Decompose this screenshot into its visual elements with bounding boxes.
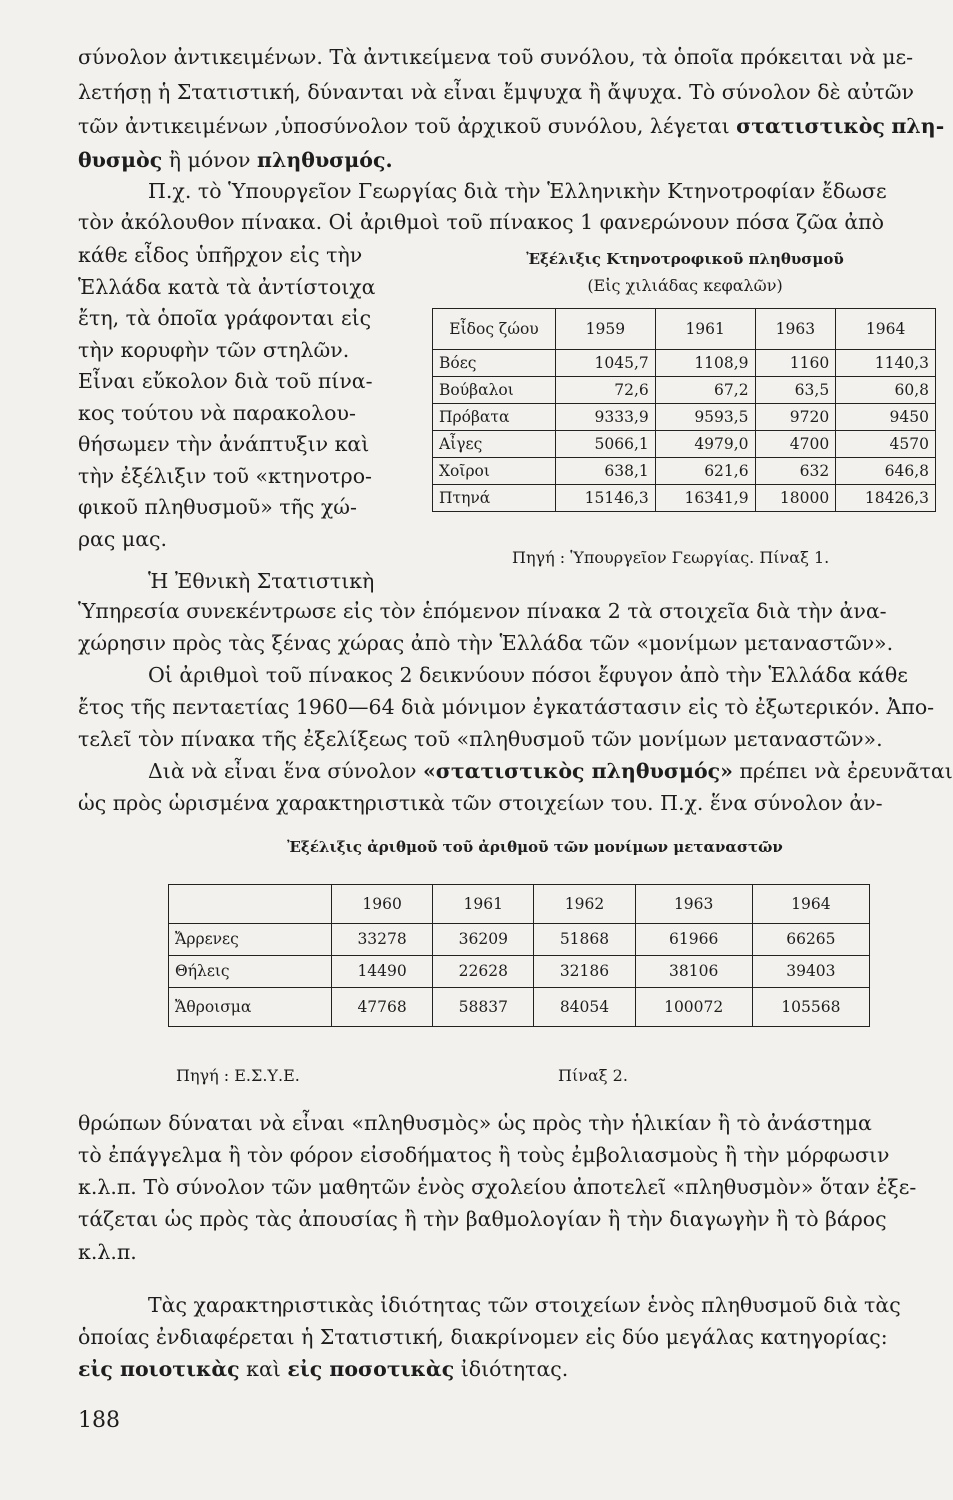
text-span: πρέπει νὰ ἐρευνᾶται	[739, 759, 953, 783]
table-cell: 4570	[836, 431, 936, 458]
text-line: κος τούτου νὰ παρακολου-	[78, 400, 356, 425]
table-header-cell: 1964	[836, 309, 936, 350]
bold-term: εἰς ποσοτικὰς	[287, 1357, 455, 1381]
table-cell: 16341,9	[655, 485, 755, 512]
text-line: λετήσῃ ἡ Στατιστική, δύνανται νὰ εἶναι ἔμψυχα ἢ ἄψυχα. Τὸ σύνολον δὲ αὐτῶν	[78, 80, 914, 104]
row-label: Πτηνά	[433, 485, 556, 512]
table-cell: 84054	[534, 988, 635, 1027]
table-cell: 58837	[433, 988, 534, 1027]
emigrants-table	[168, 884, 870, 1027]
table-cell: 105568	[752, 988, 869, 1027]
text-line: κάθε εἶδος ὑπῆρχον εἰς τὴν	[78, 243, 363, 267]
table-cell: 1045,7	[556, 350, 656, 377]
text-line: κ.λ.π. Τὸ σύνολον τῶν μαθητῶν ἑνὸς σχολείου ἀποτελεῖ «πληθυσμὸν» ὅταν ἐξε-	[78, 1175, 917, 1199]
table1-subcaption: (Εἰς χιλιάδας κεφαλῶν)	[587, 276, 783, 295]
table-header-cell: 1964	[752, 885, 869, 924]
text-line	[78, 1354, 928, 1384]
table-cell: 36209	[433, 924, 534, 956]
table-row	[433, 458, 936, 485]
row-label: Βούβαλοι	[433, 377, 556, 404]
text-line: χώρησιν πρὸς τὰς ξένας χώρας ἀπὸ τὴν Ἑλλάδα τῶν «μονίμων μεταναστῶν».	[78, 631, 894, 655]
table-cell: 66265	[752, 924, 869, 956]
table-header-cell: 1963	[635, 885, 752, 924]
wrapped-text-column	[78, 240, 408, 555]
table2-caption: Ἐξέλιξις ἀριθμοῦ τοῦ ἀριθμοῦ τῶν μονίμων μεταναστῶν	[287, 838, 783, 856]
text-line: Τὰς χαρακτηριστικὰς ἰδιότητας τῶν στοιχείων ἑνὸς πληθυσμοῦ διὰ τὰς	[148, 1293, 901, 1317]
table-header-cell: 1961	[433, 885, 534, 924]
bold-term: πλη-	[891, 114, 945, 138]
text-line: Ἡ Ἐθνικὴ Στατιστικὴ	[148, 569, 375, 593]
bold-term: πληθυσμός.	[256, 148, 393, 172]
table-cell: 1108,9	[655, 350, 755, 377]
text-line: ἔτος τῆς πενταετίας 1960—64 διὰ μόνιμον ἐγκατάστασιν εἰς τὸ ἐξωτερικόν. Ἀπο-	[78, 695, 935, 719]
table-cell: 67,2	[655, 377, 755, 404]
table-cell: 1140,3	[836, 350, 936, 377]
table-cell: 638,1	[556, 458, 656, 485]
table-total-row	[169, 988, 870, 1027]
text-line: Π.χ. τὸ Ὑπουργεῖον Γεωργίας διὰ τὴν Ἑλληνικὴν Κτηνοτροφίαν ἔδωσε	[148, 179, 887, 203]
table-cell: 9333,9	[556, 404, 656, 431]
text-line: Οἱ ἀριθμοὶ τοῦ πίνακος 2 δεικνύουν πόσοι ἔφυγον ἀπὸ τὴν Ἑλλάδα κάθε	[148, 663, 908, 687]
table-header-cell: 1960	[332, 885, 433, 924]
table-cell: 1160	[755, 350, 836, 377]
text-line: θρώπων δύναται νὰ εἶναι «πληθυσμὸς» ὡς πρὸς τὴν ἡλικίαν ἢ τὸ ἀνάστημα	[78, 1111, 872, 1135]
text-span: Διὰ νὰ εἶναι ἕνα σύνολον	[148, 759, 417, 783]
table-header-cell: 1959	[556, 309, 656, 350]
table-cell: 60,8	[836, 377, 936, 404]
table-cell: 9720	[755, 404, 836, 431]
table-row	[169, 924, 870, 956]
text-line: κ.λ.π.	[78, 1240, 137, 1264]
text-span: ἰδιότητας.	[460, 1357, 569, 1381]
text-line	[148, 756, 953, 786]
table-header-cell	[169, 885, 332, 924]
text-line: σύνολον ἀντικειμένων. Τὰ ἀντικείμενα τοῦ συνόλου, τὰ ὁποῖα πρόκειται νὰ με-	[78, 45, 914, 69]
page-number: 188	[78, 1408, 120, 1433]
table-header-row	[433, 309, 936, 350]
table-cell: 38106	[635, 956, 752, 988]
text-line: τὸ ἐπάγγελμα ἢ τὸν φόρον εἰσοδήματος ἢ τοὺς ἐμβολιασμοὺς ἢ τὴν μόρφωσιν	[78, 1143, 890, 1167]
table-cell: 646,8	[836, 458, 936, 485]
text-line: ἔτη, τὰ ὁποῖα γράφονται εἰς	[78, 306, 372, 330]
bold-term: θυσμὸς	[78, 148, 163, 172]
text-line: τάζεται ὡς πρὸς τὰς ἀπουσίας ἢ τὴν βαθμολογίαν ἢ τὴν διαγωγὴν ἢ τὸ βάρος	[78, 1207, 887, 1231]
table-cell: 63,5	[755, 377, 836, 404]
table2-source: Πηγή : Ε.Σ.Υ.Ε.	[176, 1066, 300, 1085]
row-label: Πρόβατα	[433, 404, 556, 431]
table-cell: 9593,5	[655, 404, 755, 431]
table-cell: 32186	[534, 956, 635, 988]
text-line: Ὑπηρεσία συνεκέντρωσε εἰς τὸν ἑπόμενον πίνακα 2 τὰ στοιχεῖα διὰ τὴν ἀνα-	[78, 599, 887, 623]
table1-source: Πηγή : Ὑπουργεῖον Γεωργίας. Πίναξ 1.	[512, 548, 830, 567]
table-header-cell: 1962	[534, 885, 635, 924]
text-span: τῶν ἀντικειμένων ,ὑποσύνολον τοῦ ἀρχικοῦ συνόλου, λέγεται	[78, 114, 730, 138]
table-row	[433, 431, 936, 458]
table-cell: 14490	[332, 956, 433, 988]
table-cell: 18000	[755, 485, 836, 512]
text-line	[78, 145, 928, 175]
table2-number: Πίναξ 2.	[558, 1066, 628, 1085]
text-line: Ἑλλάδα κατὰ τὰ ἀντίστοιχα	[78, 274, 376, 299]
table-cell: 51868	[534, 924, 635, 956]
row-label: Θήλεις	[169, 956, 332, 988]
row-label: Χοῖροι	[433, 458, 556, 485]
table-cell: 4700	[755, 431, 836, 458]
text-line: θήσωμεν τὴν ἀνάπτυξιν καὶ	[78, 432, 370, 456]
table-row	[169, 956, 870, 988]
bold-term: «στατιστικὸς πληθυσμός»	[422, 759, 733, 783]
table-cell: 9450	[836, 404, 936, 431]
table-header-row	[169, 885, 870, 924]
table-cell: 5066,1	[556, 431, 656, 458]
bold-term: εἰς ποιοτικὰς	[78, 1357, 240, 1381]
livestock-table	[432, 308, 936, 512]
table-cell: 4979,0	[655, 431, 755, 458]
table-row	[433, 350, 936, 377]
row-label: Αἶγες	[433, 431, 556, 458]
table-row	[433, 404, 936, 431]
text-line: ὁποίας ἐνδιαφέρεται ἡ Στατιστική, διακρίνομεν εἰς δύο μεγάλας κατηγορίας:	[78, 1325, 888, 1349]
table1-caption: Ἐξέλιξις Κτηνοτροφικοῦ πληθυσμοῦ	[526, 250, 844, 268]
table-cell: 632	[755, 458, 836, 485]
text-span: ἢ μόνον	[168, 148, 251, 172]
table-header-cell: 1963	[755, 309, 836, 350]
table-cell: 621,6	[655, 458, 755, 485]
row-label: Ἄρρενες	[169, 924, 332, 956]
text-line: τὴν κορυφὴν τῶν στηλῶν.	[78, 337, 350, 362]
table-row	[433, 485, 936, 512]
text-span: καὶ	[246, 1357, 281, 1381]
row-label: Βόες	[433, 350, 556, 377]
table-cell: 39403	[752, 956, 869, 988]
table-header-cell: 1961	[655, 309, 755, 350]
table-header-cell: Εἶδος ζώου	[433, 309, 556, 350]
table-cell: 15146,3	[556, 485, 656, 512]
table-row	[433, 377, 936, 404]
table-cell: 72,6	[556, 377, 656, 404]
table-cell: 33278	[332, 924, 433, 956]
table-cell: 22628	[433, 956, 534, 988]
text-line: τὴν ἐξέλιξιν τοῦ «κτηνοτρο-	[78, 463, 372, 488]
text-line	[78, 111, 945, 141]
table-cell: 47768	[332, 988, 433, 1027]
text-line: ρας μας.	[78, 526, 168, 551]
text-line: τὸν ἀκόλουθον πίνακα. Οἱ ἀριθμοὶ τοῦ πίνακος 1 φανερώνουν πόσα ζῶα ἀπὸ	[78, 210, 884, 234]
text-line: Εἶναι εὔκολον διὰ τοῦ πίνα-	[78, 369, 373, 393]
text-line: τελεῖ τὸν πίνακα τῆς ἐξελίξεως τοῦ «πληθυσμοῦ τῶν μονίμων μεταναστῶν».	[78, 727, 883, 751]
text-line: φικοῦ πληθυσμοῦ» τῆς χώ-	[78, 495, 357, 519]
text-line: ὡς πρὸς ὡρισμένα χαρακτηριστικὰ τῶν στοιχείων του. Π.χ. ἕνα σύνολον ἀν-	[78, 791, 883, 815]
table-cell: 100072	[635, 988, 752, 1027]
bold-term: στατιστικὸς	[736, 114, 885, 138]
table-cell: 61966	[635, 924, 752, 956]
row-label: Ἄθροισμα	[169, 988, 332, 1027]
table-cell: 18426,3	[836, 485, 936, 512]
